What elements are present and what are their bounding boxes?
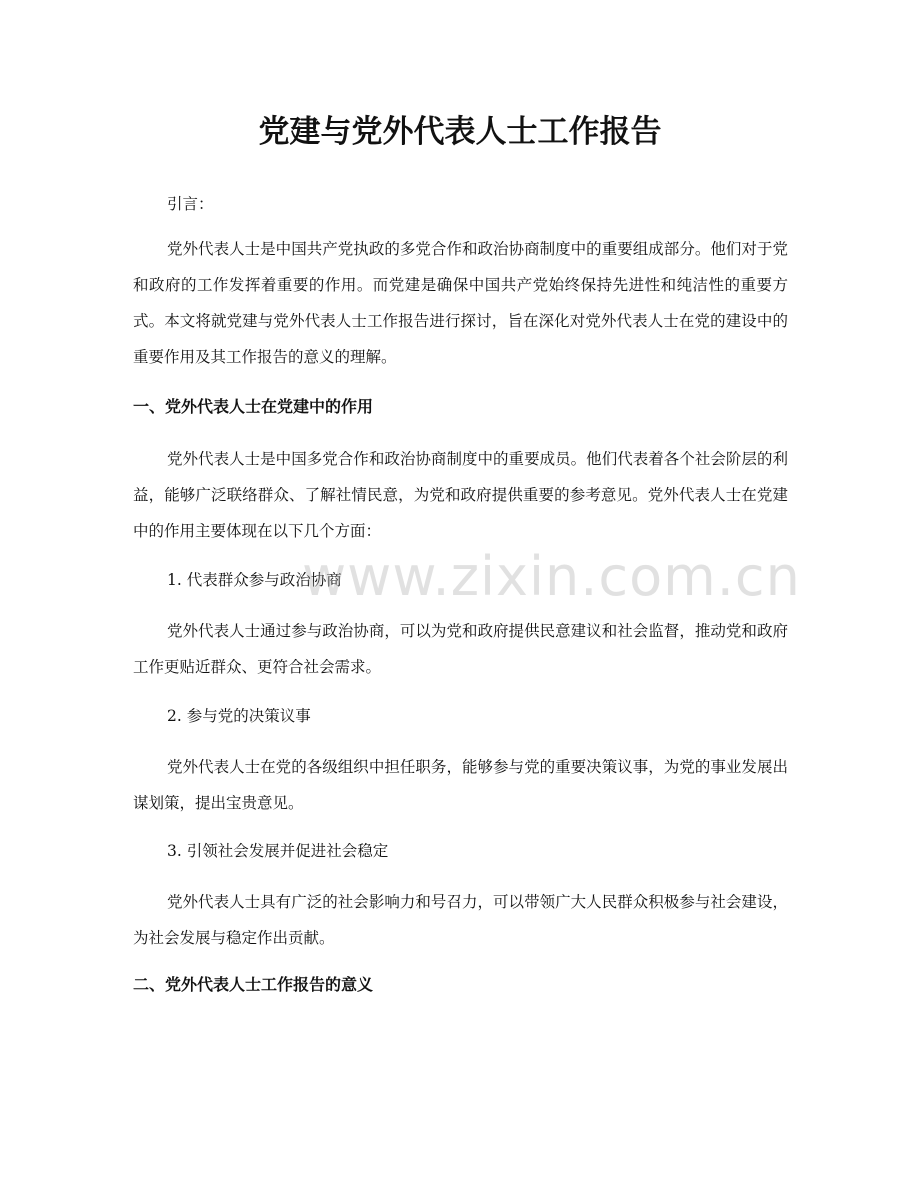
item3-title: 3. 引领社会发展并促进社会稳定 bbox=[167, 842, 389, 860]
intro-paragraph: 党外代表人士是中国共产党执政的多党合作和政治协商制度中的重要组成部分。他们对于党和政府的工作发挥着重要的作用。而党建是确保中国共产党始终保持先进性和纯洁性的重要方式。本文将就党建与党外代表人士工作报告进行探讨，旨在深化对党外代表人士在党的建设中的重要作用及其工作报告的意义的理解。 bbox=[133, 240, 788, 366]
document-title: 党建与党外代表人士工作报告 bbox=[258, 114, 662, 150]
item1-text: 党外代表人士通过参与政治协商，可以为党和政府提供民意建议和社会监督，推动党和政府工作更贴近群众、更符合社会需求。 bbox=[133, 622, 788, 676]
intro-label: 引言： bbox=[167, 195, 214, 213]
section1-heading: 一、党外代表人士在党建中的作用 bbox=[133, 397, 374, 416]
item3-text: 党外代表人士具有广泛的社会影响力和号召力，可以带领广大人民群众积极参与社会建设，为社会发展与稳定作出贡献。 bbox=[133, 893, 788, 947]
item2-title: 2. 参与党的决策议事 bbox=[167, 707, 311, 725]
item2-text: 党外代表人士在党的各级组织中担任职务，能够参与党的重要决策议事，为党的事业发展出谋划策，提出宝贵意见。 bbox=[133, 758, 788, 812]
section1-paragraph: 党外代表人士是中国多党合作和政治协商制度中的重要成员。他们代表着各个社会阶层的利益，能够广泛联络群众、了解社情民意，为党和政府提供重要的参考意见。党外代表人士在党建中的作用主要体现在以下几个方面： bbox=[133, 450, 788, 540]
item1-title: 1. 代表群众参与政治协商 bbox=[167, 571, 342, 589]
watermark: www.zixin.com.cn bbox=[302, 545, 801, 608]
section2-heading: 二、党外代表人士工作报告的意义 bbox=[133, 975, 374, 994]
